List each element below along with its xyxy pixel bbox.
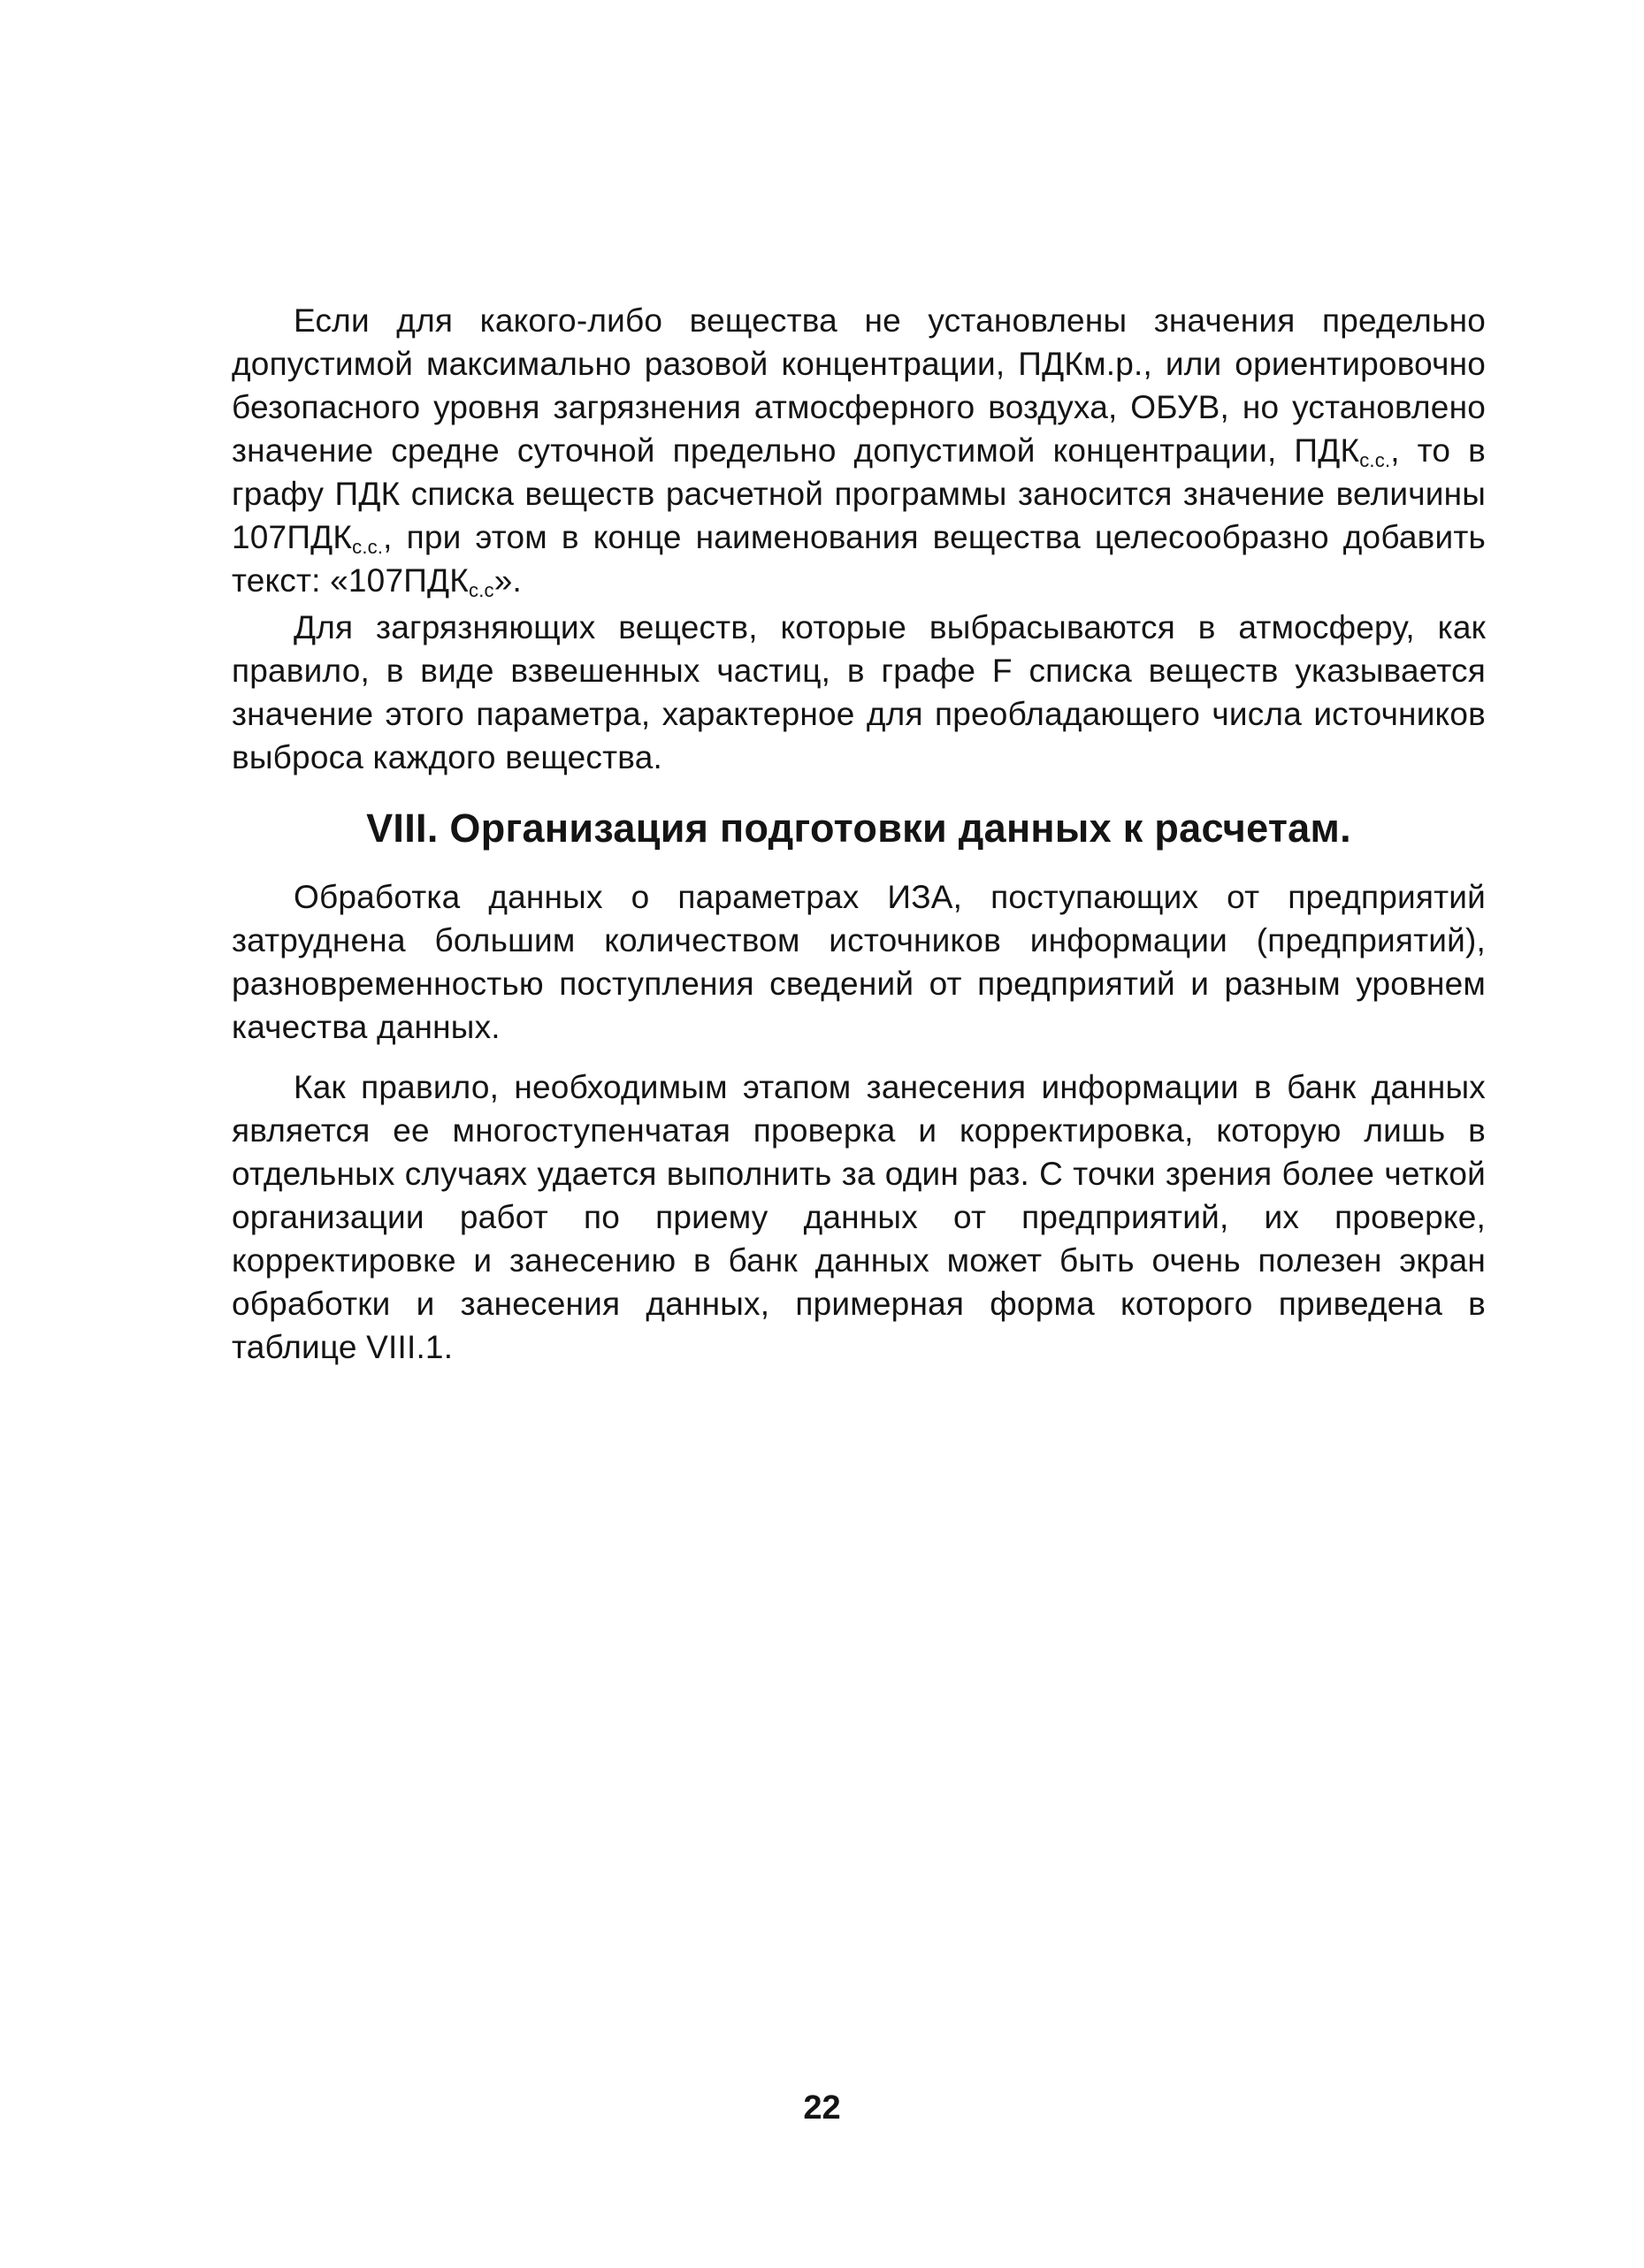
paragraph-text: Обработка данных о параметрах ИЗА, поступающих от предприятий затруднена большим количеством источников информации (предприятий), разновременностью поступления сведений от предприятий и разным уровнем качества данных. xyxy=(232,879,1486,1045)
paragraph-text: Для загрязняющих веществ, которые выбрасываются в атмосферу, как правило, в виде взвешенных частиц, в графе F списка веществ указывается значение этого параметра, характерное для преобладающего числа источников выброса каждого вещества. xyxy=(232,609,1486,775)
section-heading: VIII. Организация подготовки данных к расчетам. xyxy=(366,806,1351,851)
paragraph-data-verification xyxy=(232,1065,1486,1369)
paragraph-text xyxy=(232,299,1486,602)
paragraph-fragment: ». xyxy=(493,562,523,599)
subscript-ss: с.с xyxy=(469,579,494,601)
paragraph-fragment: Если для какого-либо вещества не установлены значения предельно допустимой максимально разовой концентрации, ПДКм.р., или ориентировочно безопасного уровня загрязнения атмосферного воздуха, ОБУВ, но установлено значение средне суточной предельно допустимой концентрации, ПДК xyxy=(232,302,1486,469)
paragraph-pdk-substitution xyxy=(232,299,1486,602)
subscript-ss: с.с. xyxy=(352,536,384,558)
paragraph-data-processing xyxy=(232,875,1486,1049)
paragraph-suspended-particles xyxy=(232,606,1486,779)
paragraph-fragment: , при этом в конце наименования вещества целесообразно добавить текст: «107ПДК xyxy=(232,519,1486,599)
page-number: 22 xyxy=(803,2089,841,2127)
paragraph-text: Как правило, необходимым этапом занесения информации в банк данных является ее многоступенчатая проверка и корректировка, которую лишь в отдельных случаях удается выполнить за один раз. С точки зрения более четкой организации работ по приему данных от предприятий, их проверке, корректировке и занесению в банк данных может быть очень полезен экран обработки и занесения данных, примерная форма которого приведена в таблице VIII.1. xyxy=(232,1069,1486,1365)
subscript-ss: с.с. xyxy=(1359,449,1391,471)
paragraph-fragment: , то в графу ПДК списка веществ расчетной программы заносится значение величины 107ПДК xyxy=(232,432,1486,555)
